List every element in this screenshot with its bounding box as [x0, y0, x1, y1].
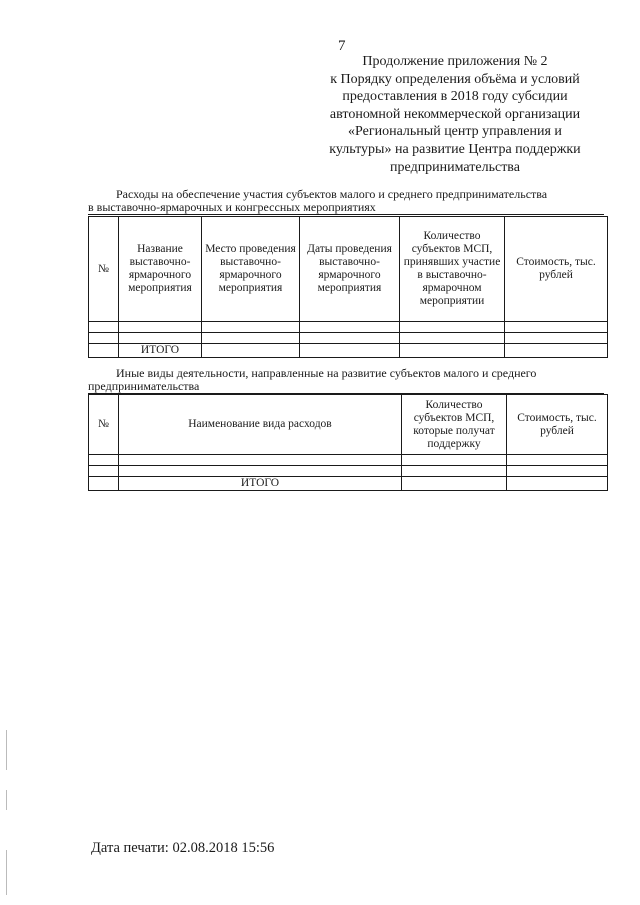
column-header: № — [89, 217, 119, 322]
table-cell — [89, 455, 119, 466]
table-cell — [119, 333, 202, 344]
scan-artifact — [6, 730, 7, 770]
section2-title-line2: предпринимательства — [88, 380, 604, 394]
table-cell — [89, 477, 119, 491]
column-header: Количество субъектов МСП, принявших участие в выставочно-ярмарочном мероприятии — [400, 217, 505, 322]
scan-artifact — [6, 790, 7, 810]
header-line: «Региональный центр управления и — [348, 124, 562, 140]
table-cell — [119, 466, 402, 477]
table-cell — [507, 466, 608, 477]
table-cell — [300, 344, 400, 358]
table-cell — [89, 344, 119, 358]
total-label: ИТОГО — [119, 477, 402, 491]
table-cell — [400, 322, 505, 333]
table-cell — [400, 344, 505, 358]
column-header: Стоимость, тыс. рублей — [505, 217, 608, 322]
table-cell — [89, 322, 119, 333]
total-row — [89, 477, 608, 491]
header-line: культуры» на развитие Центра поддержки — [329, 141, 581, 157]
table-cell — [119, 455, 402, 466]
table-cell — [505, 322, 608, 333]
column-header: № — [89, 395, 119, 455]
column-header: Даты проведения выставочно-ярмарочного мероприятия — [300, 217, 400, 322]
table-header-row — [89, 395, 608, 455]
table-cell — [507, 455, 608, 466]
print-date: Дата печати: 02.08.2018 15:56 — [91, 840, 275, 856]
column-header: Количество субъектов МСП, которые получат поддержку — [402, 395, 507, 455]
table-cell — [89, 466, 119, 477]
table-cell — [300, 333, 400, 344]
page-number: 7 — [338, 38, 346, 54]
table-cell — [300, 322, 400, 333]
column-header: Стоимость, тыс. рублей — [507, 395, 608, 455]
section2-title-line1: Иные виды деятельности, направленные на развитие субъектов малого и среднего — [116, 366, 537, 380]
section2-title — [88, 367, 604, 394]
table-cell — [402, 455, 507, 466]
table-cell — [202, 333, 300, 344]
table-row — [89, 333, 608, 344]
table-cell — [400, 333, 505, 344]
total-label: ИТОГО — [119, 344, 202, 358]
header-line: предоставления в 2018 году субсидии — [342, 89, 568, 105]
table-row — [89, 322, 608, 333]
events-expenses-table — [88, 216, 608, 358]
appendix-header — [300, 53, 610, 176]
total-row — [89, 344, 608, 358]
scan-artifact — [6, 850, 7, 895]
table-header-row — [89, 217, 608, 322]
table-cell — [505, 344, 608, 358]
table-cell — [507, 477, 608, 491]
table-cell — [402, 477, 507, 491]
table-cell — [202, 344, 300, 358]
header-line: автономной некоммерческой организации — [329, 106, 581, 122]
header-line: к Порядку определения объёма и условий — [330, 71, 580, 87]
table-cell — [402, 466, 507, 477]
table-row — [89, 455, 608, 466]
other-activities-table — [88, 394, 608, 491]
table-cell — [89, 333, 119, 344]
table-cell — [202, 322, 300, 333]
section1-title-line2: в выставочно-ярмарочных и конгрессных мероприятиях — [88, 201, 604, 215]
table-row — [89, 466, 608, 477]
header-line: предпринимательства — [390, 159, 520, 175]
table-cell — [119, 322, 202, 333]
section1-title-line1: Расходы на обеспечение участия субъектов малого и среднего предпринимательства — [116, 187, 548, 201]
section1-title — [88, 188, 604, 215]
column-header: Название выставочно-ярмарочного мероприятия — [119, 217, 202, 322]
column-header: Место проведения выставочно-ярмарочного мероприятия — [202, 217, 300, 322]
table-cell — [505, 333, 608, 344]
header-line: Продолжение приложения № 2 — [362, 54, 548, 69]
column-header: Наименование вида расходов — [119, 395, 402, 455]
